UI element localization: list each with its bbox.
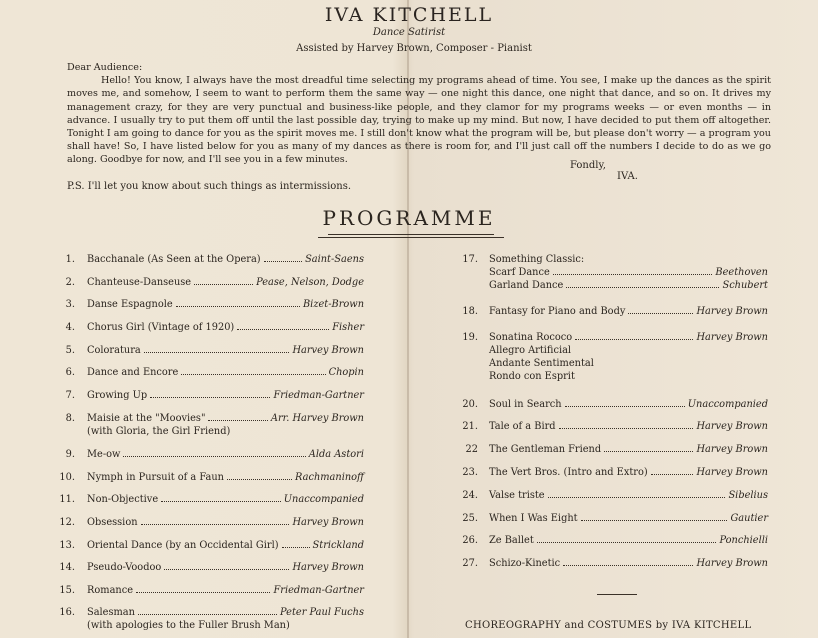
item-number: 20. bbox=[462, 399, 478, 410]
program-item bbox=[55, 276, 364, 289]
leader-dots bbox=[181, 374, 325, 375]
program-item bbox=[55, 561, 364, 574]
leader-dots bbox=[123, 456, 305, 457]
item-composer: Fisher bbox=[332, 322, 364, 333]
item-number: 21. bbox=[462, 421, 478, 432]
letter-greeting: Dear Audience: bbox=[67, 62, 143, 73]
program-item bbox=[460, 305, 768, 318]
item-composer: Unaccompanied bbox=[687, 399, 768, 410]
item-number: 4. bbox=[65, 322, 75, 333]
item-movement: Allegro Artificial bbox=[489, 345, 572, 356]
program-item bbox=[460, 398, 768, 411]
credits-rule bbox=[597, 594, 637, 595]
item-number: 25. bbox=[462, 513, 478, 524]
item-title: The Gentleman Friend bbox=[489, 444, 602, 455]
leader-dots bbox=[150, 397, 270, 398]
leader-dots bbox=[537, 542, 717, 543]
letter-postscript: P.S. I'll let you know about such things as intermissions. bbox=[67, 181, 352, 192]
item-composer: Ponchielli bbox=[719, 535, 768, 546]
program-item bbox=[460, 557, 768, 570]
program-item bbox=[55, 253, 364, 266]
leader-dots bbox=[227, 479, 292, 480]
item-composer: Beethoven bbox=[715, 267, 768, 278]
leader-dots bbox=[138, 614, 277, 615]
leader-dots bbox=[548, 497, 726, 498]
program-item bbox=[55, 539, 364, 552]
item-title: Salesman bbox=[87, 607, 135, 618]
item-number: 16. bbox=[59, 607, 75, 618]
leader-dots bbox=[553, 274, 713, 275]
item-number: 3. bbox=[65, 299, 75, 310]
item-composer: Friedman-Gartner bbox=[273, 585, 364, 596]
item-title: Nymph in Pursuit of a Faun bbox=[87, 472, 224, 483]
leader-dots bbox=[565, 406, 685, 407]
item-number: 15. bbox=[59, 585, 75, 596]
item-composer: Gautier bbox=[730, 513, 768, 524]
program-item bbox=[55, 412, 364, 438]
leader-dots bbox=[651, 474, 694, 475]
program-item bbox=[55, 366, 364, 379]
item-number: 7. bbox=[65, 390, 75, 401]
item-title: Danse Espagnole bbox=[87, 299, 173, 310]
leader-dots bbox=[604, 451, 693, 452]
item-title: Something Classic: bbox=[489, 254, 585, 265]
item-number: 13. bbox=[59, 540, 75, 551]
item-composer: Pease, Nelson, Dodge bbox=[256, 277, 364, 288]
item-title: Coloratura bbox=[87, 345, 141, 356]
program-item bbox=[460, 331, 768, 383]
item-composer: Friedman-Gartner bbox=[273, 390, 364, 401]
item-composer: Schubert bbox=[722, 280, 768, 291]
program-item bbox=[460, 466, 768, 479]
program-item bbox=[55, 493, 364, 506]
item-title: Sonatina Rococo bbox=[489, 332, 573, 343]
item-title: Obsession bbox=[87, 517, 138, 528]
program-item bbox=[55, 298, 364, 311]
item-number: 6. bbox=[65, 367, 75, 378]
performer-title: IVA KITCHELL bbox=[324, 4, 494, 26]
item-title: Fantasy for Piano and Body bbox=[489, 306, 626, 317]
item-composer: Harvey Brown bbox=[696, 332, 768, 343]
leader-dots bbox=[161, 501, 281, 502]
item-number: 23. bbox=[462, 467, 478, 478]
item-composer: Arr. Harvey Brown bbox=[270, 413, 364, 424]
program-item bbox=[55, 471, 364, 484]
item-title: Chanteuse-Danseuse bbox=[87, 277, 192, 288]
item-number: 19. bbox=[462, 332, 478, 343]
item-title: Soul in Search bbox=[489, 399, 562, 410]
leader-dots bbox=[282, 547, 310, 548]
item-title: Chorus Girl (Vintage of 1920) bbox=[87, 322, 235, 333]
program-item bbox=[460, 489, 768, 502]
leader-dots bbox=[237, 329, 329, 330]
leader-dots bbox=[566, 287, 719, 288]
leader-dots bbox=[176, 306, 300, 307]
program-item bbox=[55, 516, 364, 529]
letter-body: Hello! You know, I always have the most dreadful time selecting my programs ahead of time. You see, I make up the dances as the spirit moves me, and somehow, I seem to want to perform them the same way — one night this dance, one night that dance, and so on. It drives my management crazy, for they are very punctual and business-like people, and they clamor for my programs weeks — or even months — in advance. I usually try to put them off until the last possible day, trying to make up my mind. But now, I have decided to put them off altogether. Tonight I am going to dance for you as the spirit moves me. I still don't know what the program will be, but please don't worry — a program you shall have! So, I have listed below for you as many of my dances as there is room for, and I'll just call off the numbers I decide to do as we go along. Goodbye for now, and I'll see you in a few minutes. bbox=[67, 75, 771, 166]
item-number: 11. bbox=[59, 494, 75, 505]
program-item bbox=[460, 534, 768, 547]
item-number: 9. bbox=[65, 449, 75, 460]
item-number: 17. bbox=[462, 254, 478, 265]
item-composer: Bizet-Brown bbox=[302, 299, 364, 310]
leader-dots bbox=[136, 592, 270, 593]
program-item bbox=[55, 389, 364, 402]
item-number: 12. bbox=[59, 517, 75, 528]
leader-dots bbox=[563, 565, 693, 566]
item-number: 24. bbox=[462, 490, 478, 501]
item-number: 18. bbox=[462, 306, 478, 317]
item-composer: Peter Paul Fuchs bbox=[280, 607, 364, 618]
program-item bbox=[460, 512, 768, 525]
item-composer: Harvey Brown bbox=[696, 421, 768, 432]
item-composer: Unaccompanied bbox=[283, 494, 364, 505]
program-item bbox=[55, 448, 364, 461]
leader-dots bbox=[194, 284, 253, 285]
item-composer: Harvey Brown bbox=[696, 467, 768, 478]
title-rule-top bbox=[328, 234, 494, 235]
item-composer: Harvey Brown bbox=[292, 345, 364, 356]
leader-dots bbox=[628, 313, 693, 314]
item-title: Growing Up bbox=[87, 390, 148, 401]
assisted-by-line: Assisted by Harvey Brown, Composer - Pianist bbox=[296, 43, 532, 54]
item-subtitle: (with Gloria, the Girl Friend) bbox=[87, 426, 231, 437]
item-number: 10. bbox=[59, 472, 75, 483]
leader-dots bbox=[164, 569, 289, 570]
item-title: Dance and Encore bbox=[87, 367, 179, 378]
item-composer: Alda Astori bbox=[308, 449, 364, 460]
item-number: 8. bbox=[65, 413, 75, 424]
program-item-group bbox=[460, 253, 768, 292]
item-composer: Harvey Brown bbox=[696, 558, 768, 569]
item-part-title: Scarf Dance bbox=[489, 267, 550, 278]
item-title: Bacchanale (As Seen at the Opera) bbox=[87, 254, 261, 265]
item-title: Maisie at the "Moovies" bbox=[87, 413, 206, 424]
leader-dots bbox=[559, 428, 694, 429]
item-number: 27. bbox=[462, 558, 478, 569]
leader-dots bbox=[264, 261, 302, 262]
program-item bbox=[55, 584, 364, 597]
item-composer: Sibelius bbox=[728, 490, 768, 501]
item-subtitle: (with apologies to the Fuller Brush Man) bbox=[87, 620, 290, 631]
item-title: Romance bbox=[87, 585, 133, 596]
letter-closing: Fondly, bbox=[570, 160, 606, 171]
item-title: Tale of a Bird bbox=[489, 421, 556, 432]
programme-title: PROGRAMME bbox=[322, 206, 496, 230]
item-composer: Harvey Brown bbox=[696, 306, 768, 317]
program-item bbox=[55, 344, 364, 357]
choreography-credit: CHOREOGRAPHY and COSTUMES by IVA KITCHELL bbox=[465, 620, 752, 631]
program-item bbox=[55, 321, 364, 334]
leader-dots bbox=[575, 339, 693, 340]
program-item bbox=[460, 443, 768, 456]
item-composer: Harvey Brown bbox=[292, 517, 364, 528]
item-title: The Vert Bros. (Intro and Extro) bbox=[489, 467, 648, 478]
leader-dots bbox=[141, 524, 290, 525]
item-number: 14. bbox=[59, 562, 75, 573]
item-number: 22 bbox=[465, 444, 478, 455]
item-title: Schizo-Kinetic bbox=[489, 558, 561, 569]
item-part-title: Garland Dance bbox=[489, 280, 564, 291]
item-title: Valse triste bbox=[489, 490, 545, 501]
item-movement: Rondo con Esprit bbox=[489, 371, 575, 382]
title-rule-bottom bbox=[318, 237, 504, 238]
leader-dots bbox=[208, 420, 267, 421]
program-item bbox=[55, 606, 364, 632]
program-item bbox=[460, 420, 768, 433]
item-composer: Rachmaninoff bbox=[295, 472, 364, 483]
item-number: 26. bbox=[462, 535, 478, 546]
item-number: 5. bbox=[65, 345, 75, 356]
item-composer: Harvey Brown bbox=[292, 562, 364, 573]
audience-letter bbox=[67, 61, 771, 167]
item-movement: Andante Sentimental bbox=[489, 358, 594, 369]
item-title: When I Was Eight bbox=[489, 513, 578, 524]
item-composer: Chopin bbox=[328, 367, 364, 378]
performer-subtitle: Dance Satirist bbox=[372, 27, 446, 38]
letter-signature: IVA. bbox=[617, 171, 638, 182]
leader-dots bbox=[144, 352, 290, 353]
item-composer: Harvey Brown bbox=[696, 444, 768, 455]
item-number: 2. bbox=[65, 277, 75, 288]
item-title: Ze Ballet bbox=[489, 535, 534, 546]
item-title: Oriental Dance (by an Occidental Girl) bbox=[87, 540, 279, 551]
item-composer: Strickland bbox=[312, 540, 364, 551]
leader-dots bbox=[581, 520, 728, 521]
item-title: Non-Objective bbox=[87, 494, 159, 505]
item-title: Me-ow bbox=[87, 449, 121, 460]
item-title: Pseudo-Voodoo bbox=[87, 562, 162, 573]
item-composer: Saint-Saens bbox=[305, 254, 364, 265]
item-number: 1. bbox=[65, 254, 75, 265]
